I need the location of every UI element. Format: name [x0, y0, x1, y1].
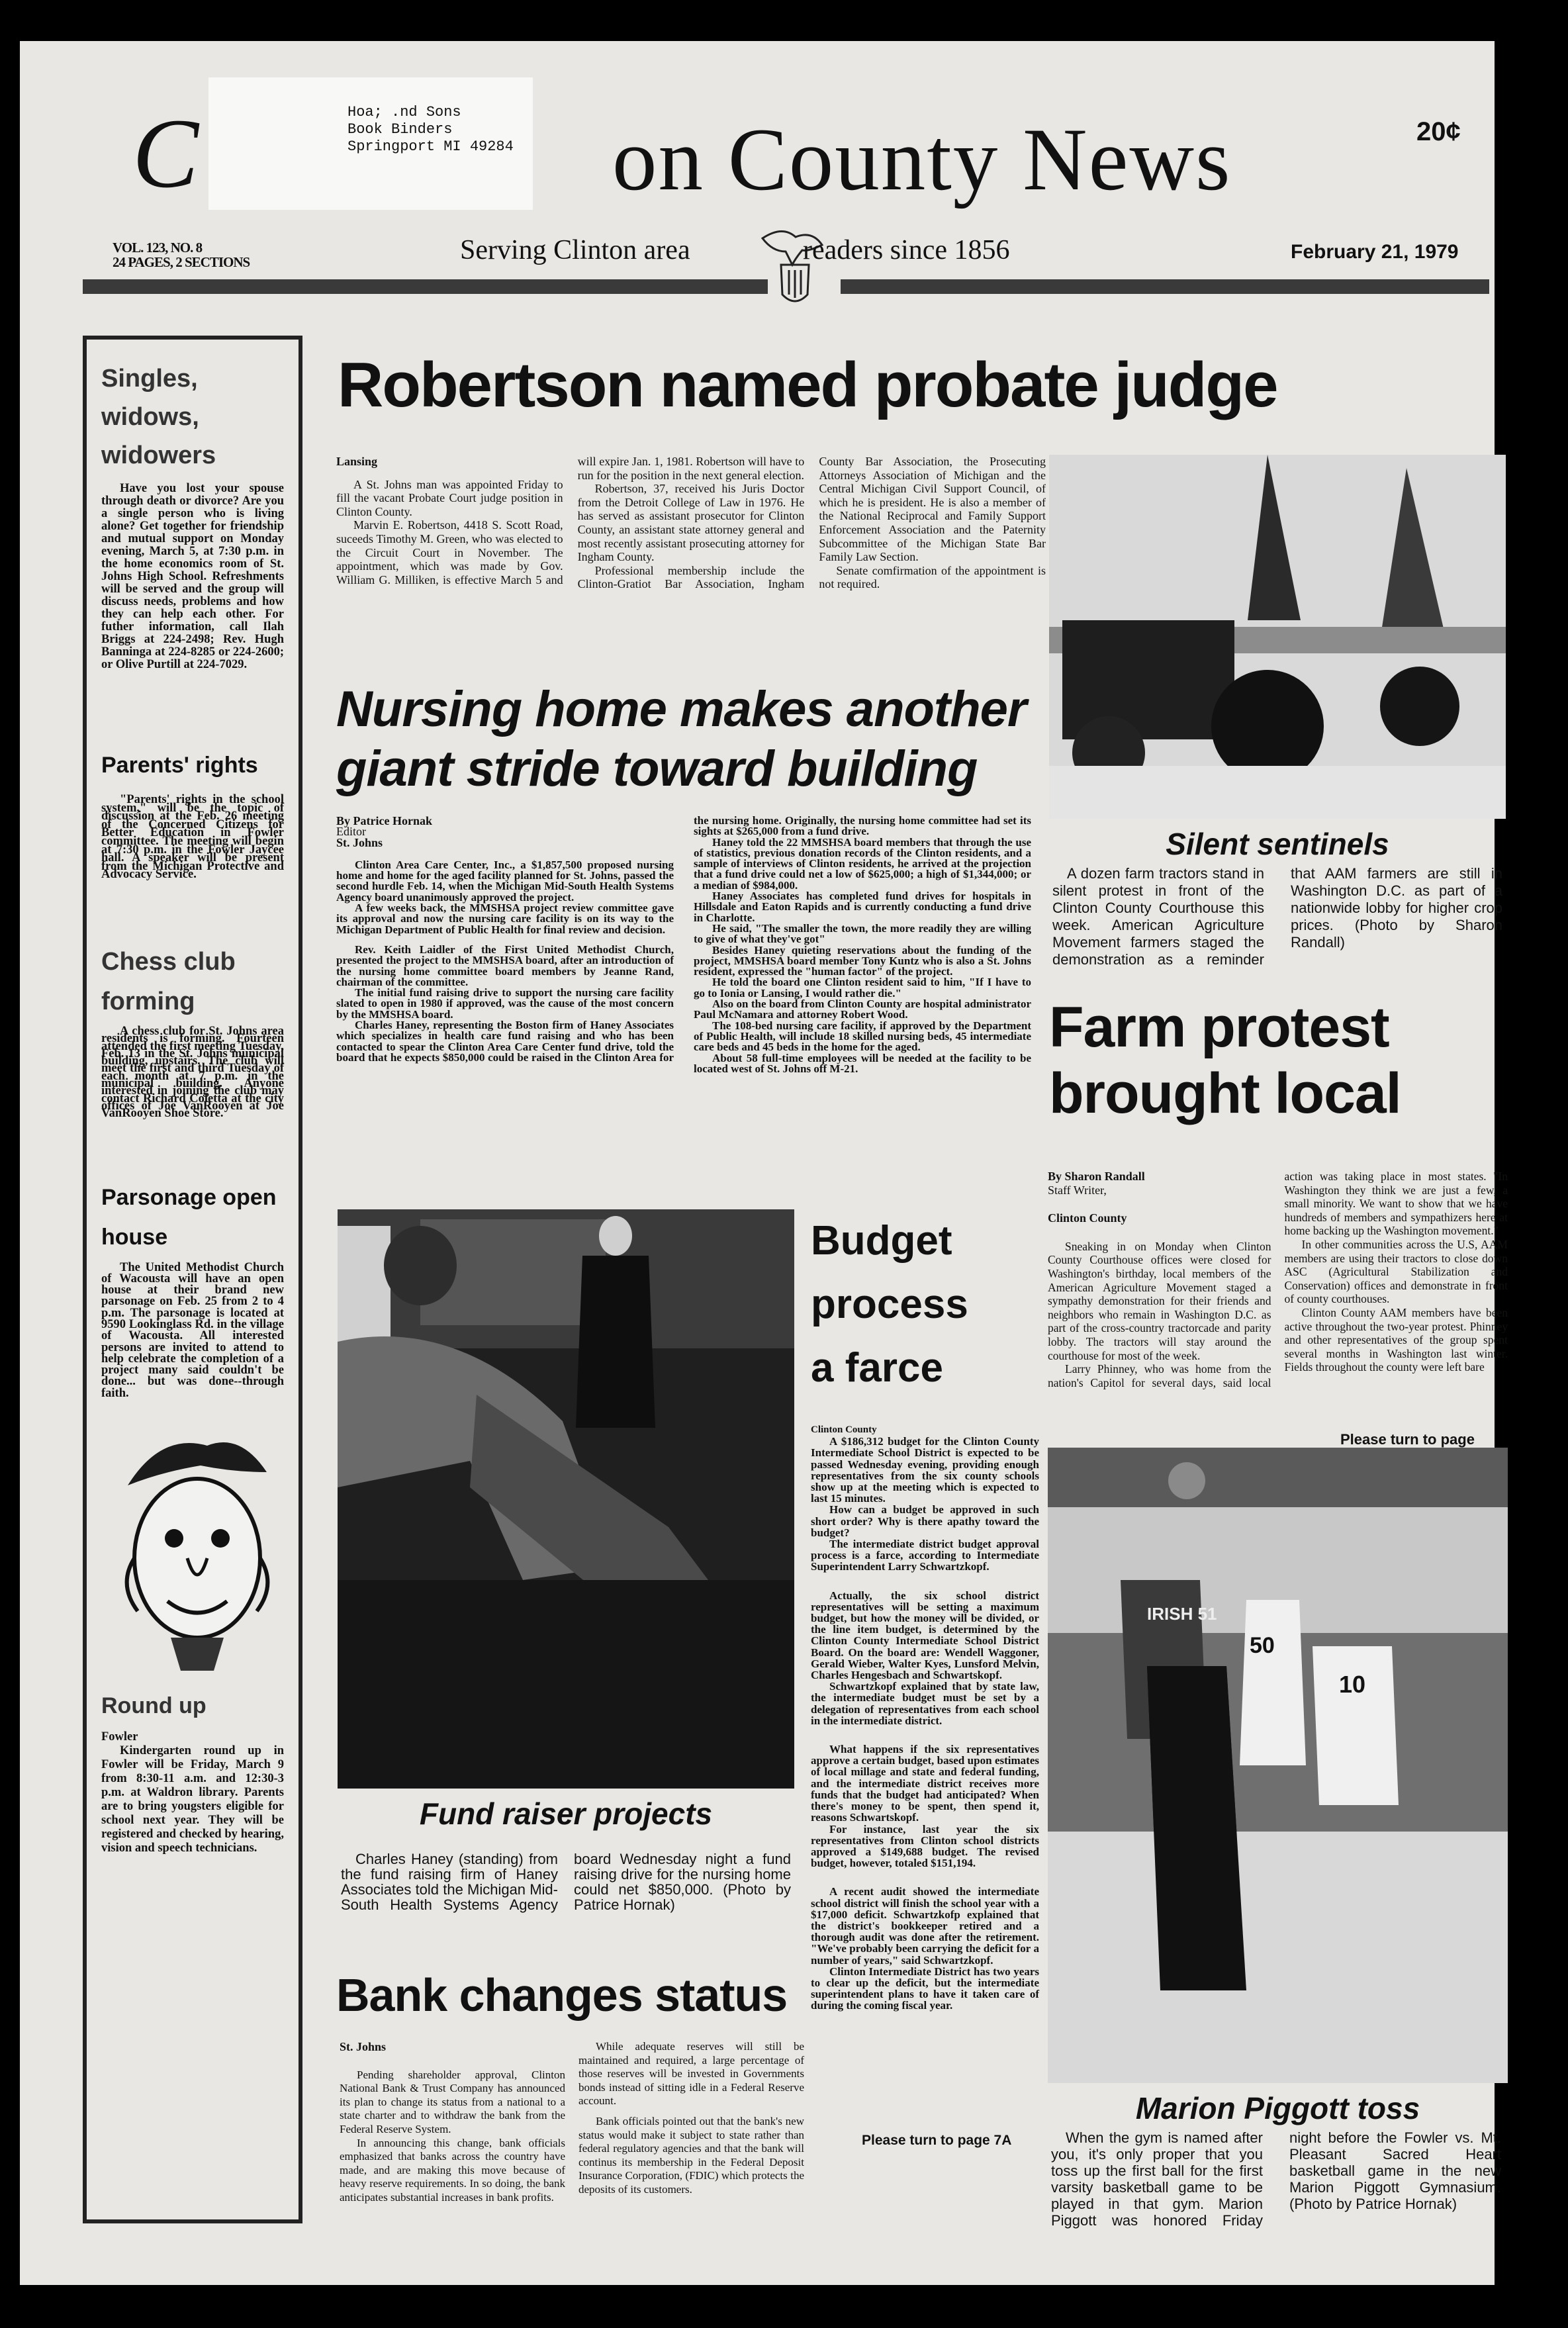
jersey-number: 50: [1250, 1633, 1275, 1658]
article-byline: By Patrice Hornak: [336, 814, 432, 827]
article-dateline: St. Johns: [340, 2040, 387, 2053]
masthead-rule-left: [83, 279, 768, 294]
robertson-article: Lansing A St. Johns man was appointed Friday to fill the vacant Probate Court judge position in Clinton County. Marvin E. Robertson, 4418 S. Scott Road, suceeds Timothy M. Green, who was elected to the Circuit Court in November. The appointment, which was made by Gov. William G. Milliken, is effective March 5 and will expire Jan. 1, 1981. Robertson will have to run for the position in the next general election. Robertson, 37, received his Juris Doctor from the Detroit College of Law in 1976. He has served as assistant prosecutor for Clinton County, an assistant state attorney general and most recently assistant prosecuting attorney for Ingham County. Professional membership include the Clinton-Gratiot Bar Association, Ingham County Bar Association, the Prosecuting Attorneys Association of Michigan and the Central Michigan Civil Support Council, of which he is president. He is also a member of the National Reciprocal and Family Support Enforcement Association and the Paternity Subcommittee of the Michigan State Bar Family Law Section. Senate comfirmation of the appointment is not required.: [336, 455, 1046, 591]
farm-headline-line2: brought local: [1049, 1062, 1401, 1125]
masthead: [20, 41, 1495, 299]
brief-parsonage: [101, 1178, 284, 1400]
slogan-right: readers since 1856: [803, 235, 1010, 265]
budget-headline-line: process: [811, 1281, 968, 1327]
nursing-headline-line1: Nursing home makes another: [336, 681, 1027, 737]
farm-article: By Sharon Randall Staff Writer, Clinton County Sneaking in on Monday when Clinton County Courthouse offices were closed for Washington's birthday, local members of the American Agriculture Movement staged a sympathy demonstration for their friends and neighbors who remain in Washington D.C. as part of the cross-country tractorcade and parity lobby. The tractors will stay around the courthouse for most of the week. Larry Phinney, who was home from the nation's Capitol for several days, said local action was taking place in most states. "In Washington they think we are just a few, a small minority. We want to show that we have hundreds of members and sympathizers here at home backing up the Washington movement." In other communities across the U.S, AAM members are using their tractors to close down ASC (Agricultural Stabilization and Conservation) offices and demonstrate in front of county courthouses. Clinton County AAM members have been active throughout the two-year protest. Phinney and other representatives of the group spent several months in Washington last winter. Fields throughout the county were left bare: [1048, 1170, 1508, 1389]
masthead-rule-right: [841, 279, 1489, 294]
brief-chess-club: [101, 942, 284, 1121]
article-dateline: Clinton County: [811, 1424, 877, 1435]
fund-raiser-headline: Fund raiser projects: [419, 1796, 713, 1831]
volume-number: VOL. 123, NO. 8: [113, 240, 203, 256]
brief-body: Fowler Kindergarten round up in Fowler will be Friday, March 9 from 8:30-11 a.m. and 12:30-3 p.m. at Waldron library. Parents are to bring yougsters eligible for school next year. They will be registered and checked by hearing, vision and speech technicians.: [101, 1730, 284, 1855]
brief-headline: Parsonage open house: [101, 1184, 277, 1250]
newspaper-page: [20, 41, 1508, 2285]
article-byline-title: Staff Writer,: [1048, 1183, 1107, 1197]
colonial-mascot-illustration: [108, 1426, 287, 1684]
budget-article: Clinton County A $186,312 budget for the Clinton County Intermediate School District is expected to be passed Wednesday evening, providing enough representatives from the six county schools show up at the meeting which is expected to last 15 minutes. How can a budget be approved in such short order? Why is there apathy toward the budget? The intermediate district budget approval process is a farce, according to Intermediate Superintendent Larry Schwartzkopf. Actually, the six school district representatives will be setting a maximum budget, but how the money will be divided, or the line item budget, is determined by the Clinton County Intermediate School District Board. On the board are: Wendell Waggoner, Gerald Wieber, Walter Kyes, Lunsford Melvin, Charles Hengesbach and Schwartskopf. Schwartzkopf explained that by state law, the intermediate budget must be set by a delegation of representatives from each school in the intermediate district. What happens if the six representatives approve a certain budget, based upon estimates of local millage and state and federal funding, and the intermediate district receives more funds that the budget had anticipated? When there's money to be spent, then spend it, reasons Schwartskopf. For instance, last year the six representatives from Clinton school districts approved a $149,688 budget. The revised budget, however, totaled $151,194. A recent audit showed the intermediate school district will finish the school year with a $17,000 deficit. Schwartzkofp explained that the district's bookkeeper retired and a thorough audit was done after the retirement. "We've probably been carrying the deficit for a number of years," said Schwartzkopf. Clinton Intermediate District has two years to clear up the deficit, but the intermediate superintendent plans to have it taken care of during the coming fiscal year.: [811, 1424, 1039, 2012]
article-byline: By Sharon Randall: [1048, 1170, 1145, 1183]
brief-headline: Singles, widows, widowers: [101, 365, 216, 469]
silent-sentinels-caption: A dozen farm tractors stand in silent protest in front of the Clinton County Courthouse this week. American Agriculture Movement farmers staged the demonstration as a reminder that AAM farmers are still in Washington D.C. as part of a nationwide lobby for higher crop prices. (Photo by Sharon Randall): [1052, 865, 1502, 968]
sidebar-briefs: [83, 336, 302, 2223]
issue-date: February 21, 1979: [1291, 241, 1459, 263]
masthead-title-initial: C: [132, 99, 199, 209]
brief-round-up: [101, 1689, 284, 1855]
tractor-photo: [1049, 455, 1506, 819]
brief-dateline: Fowler: [101, 1730, 138, 1744]
robertson-headline: Robertson named probate judge: [338, 349, 1277, 420]
brief-singles: [101, 359, 284, 671]
slogan-left: Serving Clinton area: [460, 235, 690, 265]
brief-body: "Parents' rights in the school system," will be the topic of discussion at the Feb. 26 meeting of the Concerned Citizens for Better Education in Fowler committee. The meeting will begin at 7:30 p.m. in the Fowler Jaycee hall. A speaker will be present from the Michigan Protective and Advocacy Service.: [101, 793, 284, 882]
farm-headline-line1: Farm protest: [1049, 996, 1389, 1059]
brief-headline: Chess club forming: [101, 947, 236, 1015]
fund-raiser-caption: Charles Haney (standing) from the fund raising firm of Haney Associates told the Michigan Mid-South Health Systems Agency board Wednesday night a fund raising drive for the nursing home could net $850,000. (Photo by Patrice Hornak): [341, 1851, 791, 1913]
piggott-headline: Marion Piggott toss: [1135, 2091, 1420, 2125]
fund-raiser-photo: [338, 1209, 794, 1789]
address-line: Springport MI 49284: [347, 138, 514, 155]
address-line: Book Binders: [347, 121, 453, 138]
article-dateline: St. Johns: [336, 835, 383, 849]
brief-body: The United Methodist Church of Wacousta will have an open house at their brand new parsonage on Feb. 25 from 2 to 4 p.m. The parsonage is located at 9590 Lookinglass Rd. in the village of Wacousta. All interested persons are invited to attend to help celebrate the completion of a project many said couldn't be done... but was done--through faith.: [101, 1260, 284, 1400]
bank-headline: Bank changes status: [336, 1969, 788, 2021]
address-line: Hoa; .nd Sons: [347, 104, 461, 120]
basketball-photo: [1048, 1448, 1508, 2083]
masthead-title: on County News: [612, 111, 1232, 209]
budget-headline-line: Budget: [811, 1218, 952, 1264]
budget-jump-link[interactable]: Please turn to page 7A: [862, 2133, 1012, 2148]
silent-sentinels-headline: Silent sentinels: [1166, 827, 1389, 861]
bank-article: St. Johns Pending shareholder approval, Clinton National Bank & Trust Company has announced its plan to change its status from a national to a state charter and to withdraw the bank from the Federal Reserve System. In announcing this change, bank officials emphasized that banks across the country have made, and are making this move because of heavy reserve requirements. In so doing, the bank anticipates substantial increases in bank profits. While adequate reserves will still be maintained and required, a large percentage of those reserves will be invested in Governments bonds instead of sitting idle in a Federal Reserve account. Bank officials pointed out that the bank's new status would make it subject to state rather than federal regulatory agencies and that the bank will continus its membership in the Federal Deposit Insurance Corporation, (FDIC) which protects the deposits of its customers.: [340, 2040, 804, 2204]
brief-headline: Round up: [101, 1693, 207, 1719]
article-dateline: Clinton County: [1048, 1211, 1127, 1225]
nursing-headline-line2: giant stride toward building: [336, 741, 978, 797]
price: 20¢: [1416, 117, 1461, 146]
piggott-caption: When the gym is named after you, it's only proper that you toss up the first ball for the first varsity basketball game to be played in that gym. Marion Piggott was honored Friday night before the Fowler vs. Mt. Pleasant Sacred Heart basketball game in the new Marion Piggott Gymnasium. (Photo by Patrice Hornak): [1051, 2129, 1501, 2229]
brief-headline: Parents' rights: [101, 753, 258, 778]
article-byline-title: Editor: [336, 825, 366, 839]
address-label: [208, 77, 533, 210]
budget-headline: [811, 1209, 1039, 1400]
budget-headline-line: a farce: [811, 1345, 943, 1391]
article-dateline: Lansing: [336, 455, 378, 468]
nursing-article: By Patrice Hornak Editor St. Johns Clinton Area Care Center, Inc., a $1,857,500 proposed nursing home and home for the aged facility planned for St. Johns, passed the second hurdle Feb. 14, when the Michigan Mid-South Health Systems Agency board unanimously approved the project. A few weeks back, the MMSHSA project review committee gave its approval and now the nursing care facility is on its way to the Michigan Department of Public Health for final review and decision. Rev. Keith Laidler of the First United Methodist Church, presented the project to the MMSHSA board, after an introduction of the nursing home committee board members by Jeanne Rand, chairman of the committee. The initial fund raising drive to support the nursing care facility slated to open in 1980 if approved, was the cause of the most concern by the MMSHSA board. Charles Haney, representing the Boston firm of Haney Associates which specializes in health care fund raising and who has been contacted to spear the Clinton Area Care Center fund drive, told the board that he expects $850,000 could be raised in the Clinton Area for the nursing home. Originally, the nursing home committee had set its sights at $265,000 from a fund drive. Haney told the 22 MMSHSA board members that through the use of statistics, previous donation records of the Clinton residents, and a sample of interviews of Clinton residents, he arrived at the projection that a fund drive could net a low of $625,000; a high of $1,344,000; or a median of $984,000. Haney Associates has completed fund drives for hospitals in Hillsdale and Eaton Rapids and is currently conducting a fund drive in Charlotte. He said, "The smaller the town, the more readily they are willing to give of what they've got" Besides Haney quieting reservations about the funding of the project, MMSHSA board member Tony Kuntz who is also a St. Johns resident, expressed the "human factor" of the project. He told the board one Clinton resident said to him, "If I have to go to Ionia or Lansing, I would rather die." Also on the board from Clinton County are hospital administrator Paul McNamara and attorney Robert Wood. The 108-bed nursing care facility, if approved by the Department of Public Health, will include 18 skilled nursing beds, 45 intermediate care beds and 45 beds in the home for the aged. About 58 full-time employees will be needed at the facility to be located west of St. Johns off M-21.: [336, 814, 1031, 1075]
brief-body: A chess club for St. Johns area residents is forming. Fourteen attended the first meeting Tuesday, Feb. 13 in the St. Johns municipal building, upstairs. The club will meet the first and third Tuesday of each month at 7 p.m. in the municipal building. Anyone interested in joining the club may contact Richard Coletta at the city offices of Joe VanRooyen at Joe VanRooyen Shoe Store.: [101, 1024, 284, 1121]
jersey-number: IRISH 51: [1147, 1604, 1217, 1624]
brief-parents-rights: [101, 751, 284, 882]
jersey-number: 10: [1339, 1671, 1366, 1698]
page-count: 24 PAGES, 2 SECTIONS: [113, 254, 250, 270]
farm-jump-link[interactable]: Please turn to page: [1340, 1431, 1475, 1448]
brief-body: Have you lost your spouse through death or divorce? Are you a single person who is living alone? Get together for friendship and mutual support on Monday evening, March 5, at 7:30 p.m. in the home economics room of St. Johns High School. Refreshments will be served and the group will discuss needs, problems and how they can help each other. For futher information, call Ilah Briggs at 224-2498; Rev. Hugh Banninga at 224-8285 or 224-2600; or Olive Purtill at 224-7029.: [101, 482, 284, 671]
